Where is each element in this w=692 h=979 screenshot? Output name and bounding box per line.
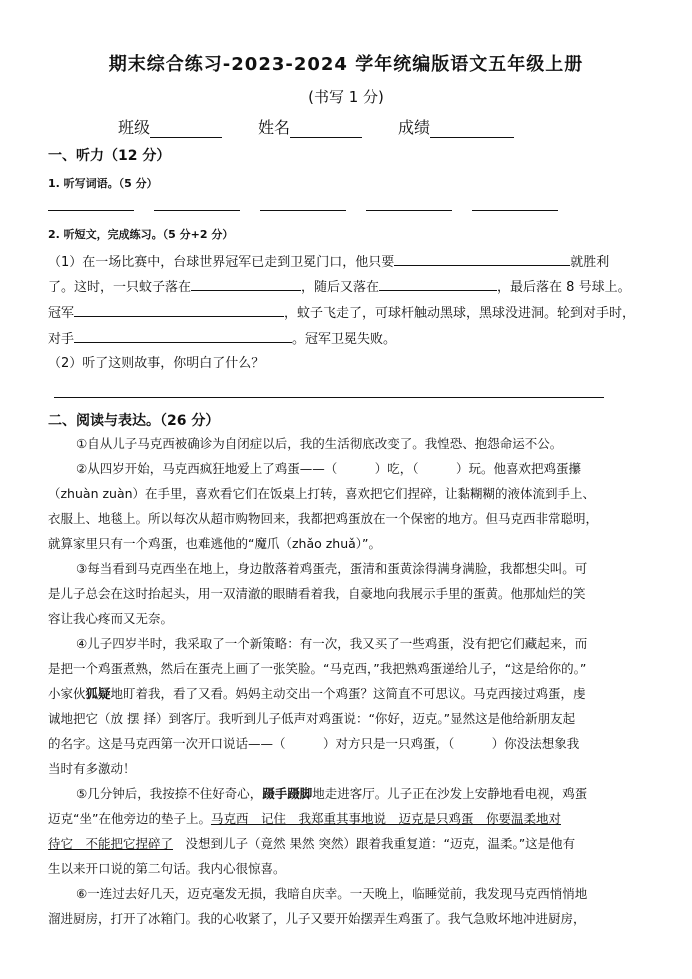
dictation-blank[interactable] [154,210,240,211]
student-info-row [118,115,588,138]
reading-para-2-line2: （zhuàn zuàn）在手里，喜欢看它们在饭桌上打转，喜欢把它们捏碎，让黏糊糊的液体流到手上、 [48,486,596,501]
question-1: 1. 听写词语。（5 分） [48,177,158,190]
reading-para-4-line6: 当时有多激动！ [48,761,136,776]
page-subtitle: (书写 1 分) [308,88,384,106]
reading-para-3-line1: ③每当看到马克西坐在地上，身边散落着鸡蛋壳，蛋清和蛋黄涂得满身满脸，我都想尖叫。可 [76,561,588,576]
passage-line-3: 冠军 ，蚊子飞走了，可球杆触动黑球，黑球没进洞。轮到对手时， [48,302,648,323]
section1-heading: 一、听力（12 分） [48,148,171,164]
bold-word: 狐疑 [85,686,111,701]
reading-para-5-line2: 迈克“坐”在他旁边的垫子上。马克西 记住 我郑重其事地说 迈克是只鸡蛋 你要温柔地对 [48,811,561,826]
reading-para-2-line4: 就算家里只有一个鸡蛋，也难逃他的“魔爪（zhǎo zhuǎ）”。 [48,536,382,551]
answer-blank[interactable] [394,251,570,266]
answer-blank[interactable] [379,276,497,291]
reading-para-4-line2: 是把一个鸡蛋煮熟，然后在蛋壳上画了一张笑脸。“马克西，”我把熟鸡蛋递给儿子，“这是给你的。” [48,661,587,676]
reading-para-2-line3: 衣服上、地毯上。所以每次从超市购物回来，我都把鸡蛋放在一个保密的地方。但马克西非常聪明， [48,511,599,526]
dictation-blank[interactable] [366,210,452,211]
reading-para-3-line3: 容让我心疼而又无奈。 [48,611,174,626]
question-2-part-2: （2）听了这则故事，你明白了什么？ [48,356,265,371]
dictation-blank[interactable] [48,210,134,211]
dictation-blank[interactable] [260,210,346,211]
reading-para-6-line1: ⑥一连过去好几天，迈克毫发无损，我暗自庆幸。一天晚上，临睡觉前，我发现马克西悄悄地 [76,886,588,901]
passage-line-4: 对手 。冠军卫冕失败。 [48,328,648,349]
name-field [258,115,362,138]
reading-para-4-line1: ④儿子四岁半时，我采取了一个新策略：有一次，我又买了一些鸡蛋，没有把它们藏起来，而 [76,636,588,651]
passage-line-2: 了。这时，一只蚊子落在 ，随后又落在 ，最后落在 8 号球上。 [48,276,648,297]
answer-blank[interactable] [74,302,284,317]
section2-heading: 二、阅读与表达。（26 分） [48,413,220,429]
bold-word: 蹑手蹑脚 [262,786,313,801]
reading-para-5-line4: 生以来开口说的第二句话。我内心很惊喜。 [48,861,286,876]
dictation-blank[interactable] [472,210,558,211]
score-label: 成绩 [398,118,431,137]
reading-para-1: ①自从儿子马克西被确诊为自闭症以后，我的生活彻底改变了。我惶恐、抱怨命运不公。 [76,436,563,451]
name-blank[interactable] [290,121,362,138]
class-label: 班级 [118,118,151,137]
passage-line-1: （1）在一场比赛中，台球世界冠军已走到卫冕门口，他只要 就胜利 [48,251,648,272]
page-title: 期末综合练习-2023-2024 学年统编版语文五年级上册 [108,54,584,75]
underlined-sentence: 待它 不能把它捏碎了 [48,836,174,851]
reading-para-5-line1: ⑤几分钟后，我按捺不住好奇心，蹑手蹑脚地走进客厅。儿子正在沙发上安静地看电视，鸡蛋 [76,786,588,801]
answer-blank[interactable] [74,328,292,343]
reading-para-4-line3: 小家伙狐疑地盯着我，看了又看。妈妈主动交出一个鸡蛋？这简直不可思议。马克西接过鸡蛋，虔 [48,686,586,701]
name-label: 姓名 [258,118,291,137]
reading-para-6-line2: 溜进厨房，打开了冰箱门。我的心收紧了，儿子又要开始摆弄生鸡蛋了。我气急败坏地冲进厨房， [48,911,586,926]
class-blank[interactable] [150,121,222,138]
score-field [398,115,514,138]
score-blank[interactable] [430,121,514,138]
answer-blank[interactable] [191,276,301,291]
dictation-blanks [48,210,558,211]
question-2: 2. 听短文，完成练习。（5 分+2 分） [48,228,234,241]
class-field [118,115,222,138]
underlined-sentence: 马克西 记住 我郑重其事地说 迈克是只鸡蛋 你要温柔地对 [210,811,561,826]
reading-para-4-line5: 的名字。这是马克西第一次开口说话——（ ）对方只是一只鸡蛋，（ ）你没法想象我 [48,736,580,751]
reading-para-3-line2: 是儿子总会在这时抬起头，用一双清澈的眼睛看着我，自豪地向我展示手里的蛋黄。他那灿烂的笑 [48,586,586,601]
reading-para-4-line4: 诚地把它（放 摆 择）到客厅。我听到儿子低声对鸡蛋说：“你好，迈克。”显然这是他给新朋友起 [48,711,576,726]
reading-para-5-line3: 待它 不能把它捏碎了 没想到儿子（竟然 果然 突然）跟着我重复道：“迈克，温柔。”这是他有 [48,836,576,851]
reading-para-2-line1: ②从四岁开始，马克西疯狂地爱上了鸡蛋——（ ）吃，（ ）玩。他喜欢把鸡蛋攥 [76,461,581,476]
answer-line[interactable] [54,397,604,398]
